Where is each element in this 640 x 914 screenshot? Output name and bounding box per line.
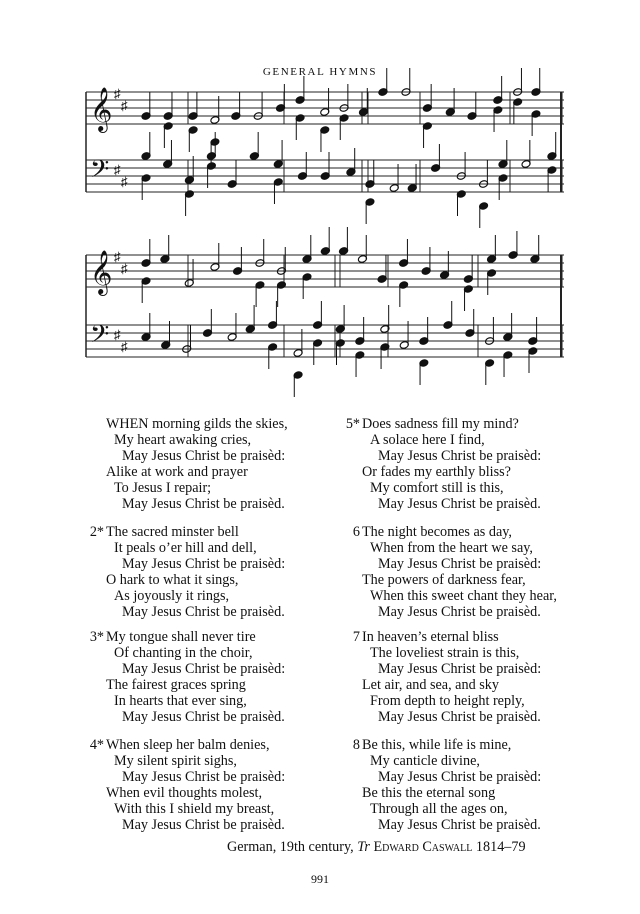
verse-line: In heaven’s eternal bliss xyxy=(362,629,499,645)
verse-line: May Jesus Christ be praisèd. xyxy=(378,496,541,513)
verse-line: From depth to height reply, xyxy=(370,693,525,710)
verse-number: 7 xyxy=(352,629,360,645)
verse-line: In hearts that ever sing, xyxy=(114,693,247,710)
verse-line: A solace here I find, xyxy=(370,432,485,449)
verse-line: To Jesus I repair; xyxy=(114,480,212,497)
credit-tr: Tr xyxy=(357,839,370,855)
verse-number: 5* xyxy=(345,416,360,432)
verse-line: My heart awaking cries, xyxy=(114,432,252,449)
page-header: GENERAL HYMNS xyxy=(262,66,378,78)
verse-3 xyxy=(89,629,286,726)
verse-1 xyxy=(106,416,288,513)
verse-8 xyxy=(352,737,542,834)
verse-line: As joyously it rings, xyxy=(114,588,230,605)
verse-line: Be this the eternal song xyxy=(362,785,496,802)
credit-dates: 1814–79 xyxy=(475,839,526,855)
verse-line: The powers of darkness fear, xyxy=(362,572,526,589)
verse-number: 2* xyxy=(89,524,104,540)
verse-line: Through all the ages on, xyxy=(370,801,508,818)
verse-line: May Jesus Christ be praisèd. xyxy=(122,817,285,834)
verse-line: May Jesus Christ be praisèd: xyxy=(122,661,286,678)
verse-line: When evil thoughts molest, xyxy=(106,785,263,802)
verse-4 xyxy=(89,737,286,834)
verse-line: Of chanting in the choir, xyxy=(114,645,253,662)
verse-line: May Jesus Christ be praisèd: xyxy=(122,769,286,786)
svg-text:♯: ♯ xyxy=(121,339,128,354)
svg-text:𝄢: 𝄢 xyxy=(90,320,110,355)
verse-line: Does sadness fill my mind? xyxy=(362,416,519,432)
verse-number: 6 xyxy=(352,524,360,540)
verse-line: Let air, and sea, and sky xyxy=(362,677,499,694)
svg-text:♯: ♯ xyxy=(121,98,128,113)
verse-line: May Jesus Christ be praisèd. xyxy=(122,604,285,621)
verse-line: When from the heart we say, xyxy=(370,540,533,557)
credit-author: Edward Caswall xyxy=(373,839,473,855)
svg-text:♯: ♯ xyxy=(121,261,128,276)
verse-line: May Jesus Christ be praisèd. xyxy=(122,496,285,513)
credit-prefix: German, 19th century, xyxy=(227,839,354,855)
music-score xyxy=(0,0,640,410)
verse-line: May Jesus Christ be praisèd: xyxy=(378,661,542,678)
verse-number: 8 xyxy=(352,737,360,753)
verse-line: May Jesus Christ be praisèd: xyxy=(122,556,286,573)
svg-text:♯: ♯ xyxy=(114,327,121,342)
verse-line: My comfort still is this, xyxy=(370,480,504,497)
verse-line: May Jesus Christ be praisèd. xyxy=(378,817,541,834)
verse-line: May Jesus Christ be praisèd. xyxy=(378,604,541,621)
verse-line: O hark to what it sings, xyxy=(106,572,239,589)
verse-line: May Jesus Christ be praisèd: xyxy=(378,556,542,573)
verse-line: The fairest graces spring xyxy=(106,677,246,694)
verse-7 xyxy=(352,629,542,726)
verse-number: 3* xyxy=(89,629,104,645)
verse-line: When this sweet chant they hear, xyxy=(370,588,557,605)
svg-text:𝄞: 𝄞 xyxy=(90,250,113,294)
verse-line: May Jesus Christ be praisèd: xyxy=(378,448,542,465)
verse-line: May Jesus Christ be praisèd: xyxy=(378,769,542,786)
verse-line: May Jesus Christ be praisèd. xyxy=(378,709,541,726)
verse-number: 4* xyxy=(89,737,104,753)
svg-text:♯: ♯ xyxy=(114,249,121,264)
svg-text:♯: ♯ xyxy=(121,174,128,189)
verse-line: May Jesus Christ be praisèd. xyxy=(122,709,285,726)
verse-2 xyxy=(89,524,286,621)
verse-line: When sleep her balm denies, xyxy=(106,737,270,753)
verse-line: With this I shield my breast, xyxy=(114,801,275,818)
svg-text:♯: ♯ xyxy=(114,86,121,101)
verse-5 xyxy=(345,416,542,513)
verse-line: May Jesus Christ be praisèd: xyxy=(122,448,286,465)
verse-6 xyxy=(352,524,557,621)
verse-line: It peals o’er hill and dell, xyxy=(114,540,257,557)
verse-line: The sacred minster bell xyxy=(106,524,239,540)
verse-line: My tongue shall never tire xyxy=(106,629,256,645)
verse-line: My canticle divine, xyxy=(370,753,480,770)
verse-line: The night becomes as day, xyxy=(362,524,512,540)
page-number: 991 xyxy=(311,872,329,886)
svg-text:♯: ♯ xyxy=(114,162,121,177)
verse-line: WHEN morning gilds the skies, xyxy=(106,416,288,432)
attribution xyxy=(227,839,526,856)
verse-line: Alike at work and prayer xyxy=(106,464,248,481)
verse-line: Or fades my earthly bliss? xyxy=(362,464,511,481)
svg-text:𝄞: 𝄞 xyxy=(90,87,113,131)
verse-line: My silent spirit sighs, xyxy=(114,753,237,770)
verse-line: The loveliest strain is this, xyxy=(370,645,520,662)
svg-text:𝄢: 𝄢 xyxy=(90,155,110,190)
verse-line: Be this, while life is mine, xyxy=(362,737,512,753)
